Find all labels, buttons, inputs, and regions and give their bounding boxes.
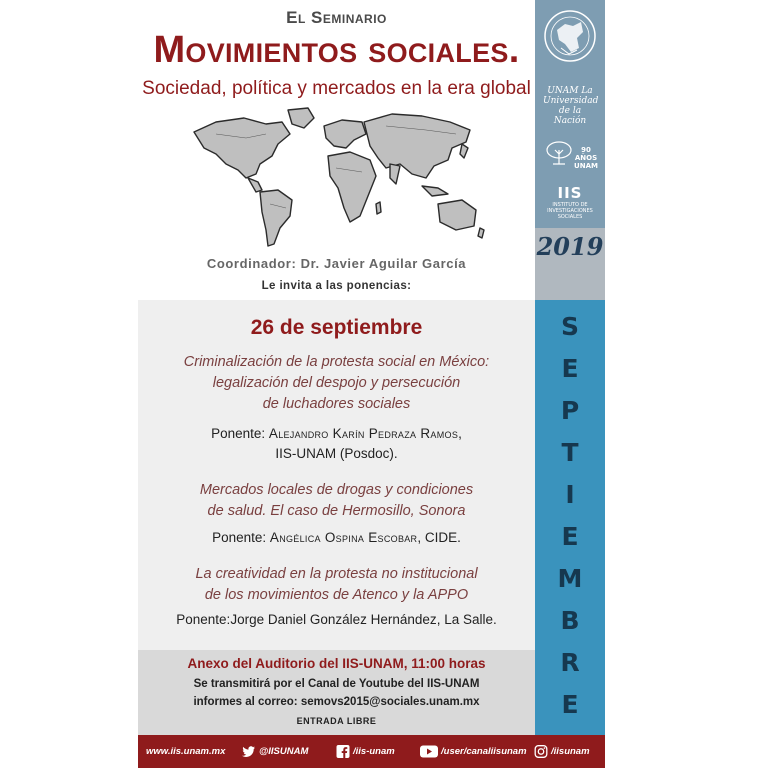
youtube-icon bbox=[420, 745, 438, 758]
talk-1-title-line-3: de luchadores sociales bbox=[262, 396, 411, 412]
month-letter: M bbox=[557, 564, 583, 593]
instagram-text: /iisunam bbox=[551, 746, 590, 757]
speaker-suffix: , La Salle. bbox=[436, 612, 497, 627]
event-info-section bbox=[138, 650, 535, 735]
talk-1-title-line-2: legalización del despojo y persecución bbox=[212, 375, 461, 391]
event-date: 26 de septiembre bbox=[250, 316, 423, 339]
stream-line: Se transmitirá por el Canal de Youtube del IIS-UNAM bbox=[193, 678, 480, 690]
facebook-text: /iis-unam bbox=[353, 746, 395, 757]
speaker-label: Ponente: bbox=[211, 426, 269, 441]
talk-1-title-line-1: Criminalización de la protesta social en México: bbox=[183, 354, 490, 370]
speaker-name: Jorge Daniel González Hernández bbox=[230, 612, 437, 627]
month-letter: R bbox=[560, 648, 580, 677]
website-text: www.iis.unam.mx bbox=[146, 746, 226, 757]
month-letter: P bbox=[560, 396, 580, 425]
iis-logo bbox=[543, 184, 597, 220]
youtube-text: /user/canaliisunam bbox=[441, 746, 527, 757]
anniversary-text: 90 AÑOS UNAM bbox=[574, 146, 598, 170]
talk-2-title-line-1: Mercados locales de drogas y condiciones bbox=[199, 482, 474, 498]
poster-main-column bbox=[138, 0, 535, 735]
twitter-link[interactable] bbox=[242, 735, 308, 768]
anniversary-logo bbox=[543, 140, 597, 171]
poster-header bbox=[138, 0, 535, 300]
youtube-link[interactable] bbox=[420, 735, 527, 768]
twitter-icon bbox=[242, 745, 256, 758]
poster-sidebar bbox=[535, 0, 605, 735]
program-section bbox=[138, 300, 535, 650]
month-letter: E bbox=[561, 522, 579, 551]
iis-logo-icon: IIS bbox=[557, 184, 583, 202]
facebook-link[interactable] bbox=[336, 735, 395, 768]
talk-3-title-line-2: de los movimientos de Atenco y la APPO bbox=[204, 587, 469, 603]
contact-email-line: informes al correo: semovs2015@sociales.unam.mx bbox=[193, 696, 480, 708]
talk-2-title-line-2: de salud. El caso de Hermosillo, Sonora bbox=[207, 503, 466, 519]
talk-3-speaker bbox=[138, 610, 535, 630]
month-letter: T bbox=[561, 438, 579, 467]
talk-1-speaker bbox=[138, 424, 535, 444]
month-letter: I bbox=[565, 480, 575, 509]
poster-subtitle: Sociedad, política y mercados en la era global bbox=[142, 78, 531, 99]
talk-2-speaker bbox=[138, 528, 535, 548]
facebook-icon bbox=[336, 745, 350, 758]
coordinator-line: Coordinador: Dr. Javier Aguilar García bbox=[206, 256, 467, 271]
venue-line: Anexo del Auditorio del IIS-UNAM, 11:00 horas bbox=[187, 656, 486, 671]
poster-title: Movimientos sociales. bbox=[153, 29, 520, 71]
unam-tagline-logo bbox=[543, 86, 597, 126]
instagram-icon bbox=[534, 745, 548, 758]
talk-1-affiliation: IIS-UNAM (Posdoc). bbox=[275, 446, 398, 461]
invitation-line: Le invita a las ponencias: bbox=[261, 280, 412, 292]
speaker-name: Alejandro Karín Pedraza Ramos bbox=[268, 426, 459, 441]
month-letter: E bbox=[561, 690, 579, 719]
month-letter: S bbox=[560, 312, 579, 341]
speaker-label: Ponente: bbox=[176, 612, 231, 627]
social-links-bar bbox=[138, 735, 605, 768]
month-letter: E bbox=[561, 354, 579, 383]
world-map-illustration bbox=[186, 104, 490, 252]
website-link[interactable] bbox=[146, 735, 225, 768]
unam-seal-logo bbox=[543, 8, 597, 69]
month-letter: B bbox=[560, 606, 580, 635]
unam-seal-icon bbox=[543, 8, 597, 64]
instagram-link[interactable] bbox=[534, 735, 590, 768]
speaker-suffix: , CIDE. bbox=[417, 530, 461, 545]
speaker-name: Angélica Ospina Escobar bbox=[269, 530, 418, 545]
seminario-label: El Seminario bbox=[286, 8, 387, 27]
speaker-suffix: , bbox=[458, 426, 462, 441]
free-entry-label: ENTRADA LIBRE bbox=[296, 716, 377, 726]
unam-tagline-text: UNAM La Universidad de la Nación bbox=[543, 86, 599, 126]
year-label: 2019 bbox=[536, 232, 604, 261]
twitter-text: @IISUNAM bbox=[259, 746, 309, 757]
speaker-label: Ponente: bbox=[212, 530, 270, 545]
iis-logo-text: INSTITUTO DE INVESTIGACIONES SOCIALES bbox=[547, 202, 593, 220]
talk-3-title-line-1: La creatividad en la protesta no institucional bbox=[195, 566, 478, 582]
